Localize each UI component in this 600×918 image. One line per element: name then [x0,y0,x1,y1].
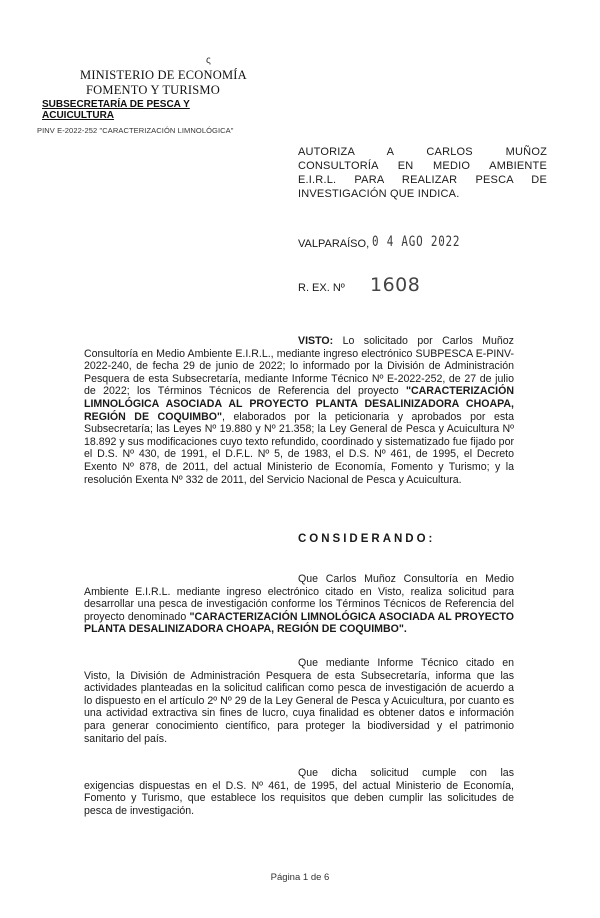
corner-mark: ς [206,55,211,66]
considerando-p2-text: Que mediante Informe Técnico citado en Visto, la División de Administración Pesquera de esta Subsecretaría, informa que las actividades planteadas en la solicitud califican como pesca de investigación de acuerdo a lo dispuesto en el artículo 2º Nº 29 de la Ley General de Pesca y Acuicultura, por cuanto es una actividad extractiva sin fines de lucro, cuya finalidad es obtener datos e información para generar conocimiento científico, para proteger la biodiversidad y el patrimonio sanitario del país. [84,657,514,745]
visto-text-a: Lo solicitado por Carlos Muñoz Consultoría en Medio Ambiente E.I.R.L., mediante ingreso electrónico SUBPESCA E-PINV-2022-240, de fecha 29 de junio de 2022; lo informado por la División de Administración Pesquera de esta Subsecretaría, mediante Informe Técnico Nº E-2022-252, de 27 de julio de 2022; los Términos Técnicos de Referencia del proyecto [84,335,514,398]
visto-paragraph [84,335,514,486]
resolution-title [298,145,547,201]
title-line-3: E.I.R.L. PARA REALIZAR PESCA DE [298,174,547,186]
ministry-line-2: FOMENTO Y TURISMO [86,83,220,97]
subsecretaria-line-1: SUBSECRETARÍA DE PESCA Y [42,99,190,110]
page-number: Página 1 de 6 [270,872,330,883]
considerando-heading: CONSIDERANDO: [298,533,436,545]
resolution-label: R. EX. Nº [298,282,345,294]
visto-text-b: , elaborados por la peticionaria y aprobados por esta Subsecretaría; las Leyes Nº 19.880 y Nº 21.358; la Ley General de Pesca y Acuicultura Nº 18.892 y sus modificaciones cuyo texto refundido, coordinado y sistematizado fue fijado por el D.S. Nº 430, de 1991, el D.F.L. Nº 5, de 1983, el D.S. Nº 461, de 1995, el Decreto Exento Nº 878, de 2011, del actual Ministerio de Economía, Fomento y Turismo; y la resolución Exenta Nº 332 de 2011, del Servicio Nacional de Pesca y Acuicultura. [84,410,514,486]
visto-label: VISTO: [298,335,334,347]
considerando-p1-project: "CARACTERIZACIÓN LIMNOLÓGICA ASOCIADA AL PROYECTO PLANTA DESALINIZADORA CHOAPA, REGIÓN DE COQUIMBO". [84,610,514,636]
considerando-paragraph-2 [84,657,514,745]
date-stamp: 0 4 AGO 2022 [372,234,461,250]
considerando-p1-text: Que Carlos Muñoz Consultoría en Medio Ambiente E.I.R.L. mediante ingreso electrónico citado en Visto, realiza solicitud para desarrollar una pesca de investigación conforme los Términos Técnicos de Referencia del proyecto denominado [84,573,514,623]
subsecretaria-name [42,99,190,121]
ministry-name [80,68,247,98]
considerando-paragraph-3 [84,767,514,817]
title-line-1: AUTORIZA A CARLOS MUÑOZ [298,146,547,158]
place-label: VALPARAÍSO, [298,238,370,250]
title-line-2: CONSULTORÍA EN MEDIO AMBIENTE [298,160,547,172]
considerando-p3-text: Que dicha solicitud cumple con las exigencias dispuestas en el D.S. Nº 461, de 1995, del actual Ministerio de Economía, Fomento y Turismo, que establece los requisitos que deben cumplir las solicitudes de pesca de investigación. [84,767,514,817]
visto-project-name: "CARACTERIZACIÓN LIMNOLÓGICA ASOCIADA AL PROYECTO PLANTA DESALINIZADORA CHOAPA, REGIÓN DE COQUIMBO" [84,385,514,423]
title-line-4: INVESTIGACIÓN QUE INDICA. [298,188,460,200]
ministry-line-1: MINISTERIO DE ECONOMÍA [80,68,247,82]
considerando-paragraph-1 [84,573,514,636]
resolution-number: 1608 [370,274,421,296]
reference-code: PINV E-2022-252 "CARACTERIZACIÓN LIMNOLÓGICA" [37,126,234,135]
subsecretaria-line-2: ACUICULTURA [42,110,115,121]
